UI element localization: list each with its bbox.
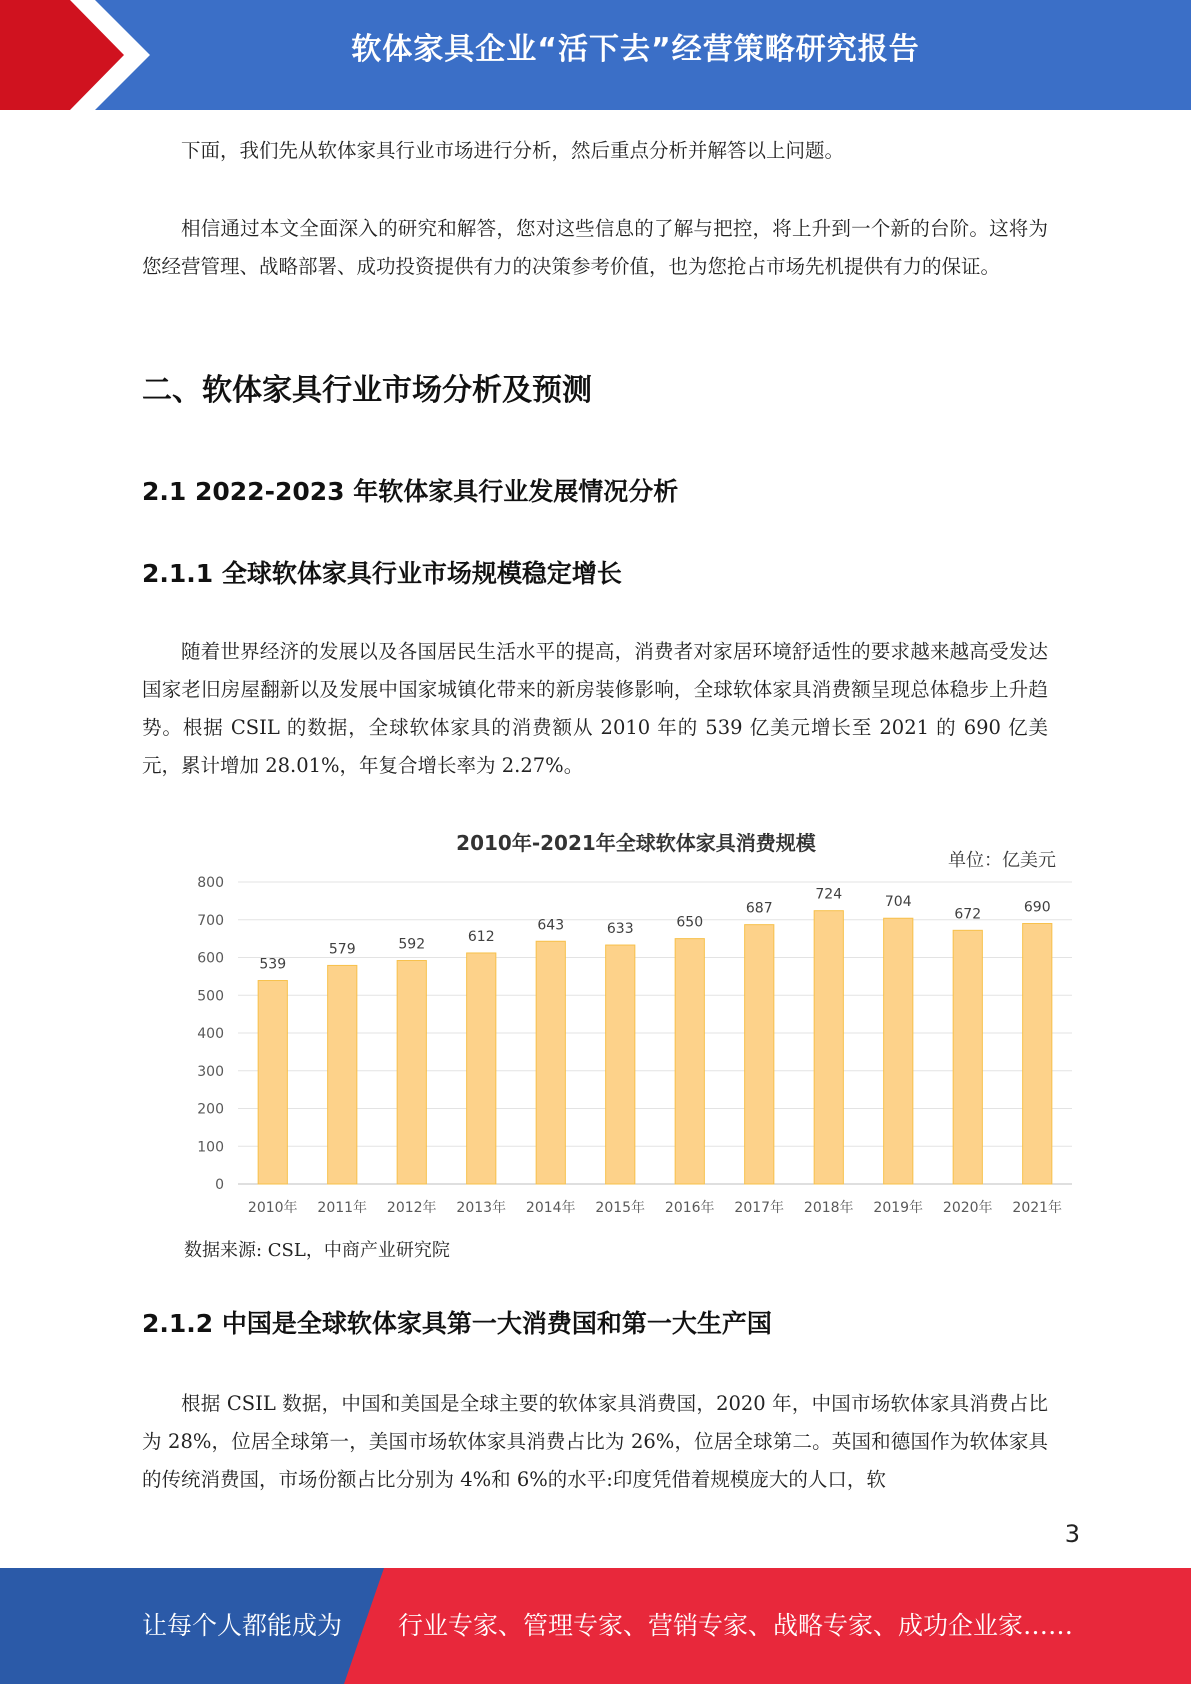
data-label: 690 — [1023, 899, 1051, 916]
chart-title: 2010年-2021年全球软体家具消费规模 — [456, 831, 816, 855]
paragraph-value: 相信通过本文全面深入的研究和解答，您对这些信息的了解与把控，将上升到一个新的台阶。这将为您经营管理、战略部署、成功投资提供有力的决策参考价值，也为您抢占市场先机提供有力的保证。 — [142, 217, 1048, 278]
chart-unit-label: 单位：亿美元 — [948, 850, 1056, 871]
data-label: 650 — [676, 914, 704, 931]
paragraph-global-market: 随着世界经济的发展以及各国居民生活水平的提高，消费者对家居环境舒适性的要求越来越高受发达国家老旧房屋翻新以及发展中国家城镇化带来的新房装修影响，全球软体家具消费额呈现总体稳步上升趋势。根据 CSIL 的数据，全球软体家具的消费额从 2010 年的 539 亿美元增长至 2021 的 690 亿美元，累计增加 28.01%，年复合增长率为 2.27%。 — [142, 640, 1048, 777]
paragraph-china-market: 根据 CSIL 数据，中国和美国是全球主要的软体家具消费国，2020 年，中国市场软体家具消费占比为 28%，位居全球第一，美国市场软体家具消费占比为 26%，位居全球第二。英国和德国作为软体家具的传统消费国，市场份额占比分别为 4%和 6%的水平:印度凭借着规模庞大的人口，软 — [142, 1392, 1048, 1491]
y-tick-label: 0 — [215, 1177, 224, 1193]
bar-2015年 — [606, 945, 635, 1184]
bar-2012年 — [397, 961, 426, 1184]
chart-data-labels — [259, 887, 1050, 973]
x-tick-label: 2020年 — [942, 1200, 993, 1216]
subsubsection-heading-china: 2.1.2 中国是全球软体家具第一大消费国和第一大生产国 — [142, 1309, 772, 1338]
subsection-heading: 2.1 2022-2023 年软体家具行业发展情况分析 — [142, 477, 679, 506]
chart-svg — [174, 820, 1074, 1220]
y-tick-label: 800 — [197, 875, 224, 891]
y-tick-label: 400 — [197, 1026, 224, 1042]
y-tick-label: 500 — [197, 988, 224, 1005]
x-tick-label: 2014年 — [525, 1200, 576, 1216]
bar-2018年 — [814, 911, 843, 1184]
y-tick-label: 100 — [197, 1139, 224, 1156]
footer-slogan-left: 让每个人都能成为 — [142, 1611, 343, 1640]
data-label: 539 — [259, 956, 287, 973]
x-tick-label: 2016年 — [664, 1200, 715, 1216]
data-label: 579 — [328, 941, 356, 958]
x-tick-label: 2011年 — [317, 1200, 368, 1216]
data-label: 687 — [745, 900, 773, 917]
data-label: 643 — [537, 917, 565, 934]
chart-bars — [258, 911, 1052, 1184]
subsubsection-heading-global: 2.1.1 全球软体家具行业市场规模稳定增长 — [142, 559, 622, 588]
x-tick-label: 2013年 — [456, 1200, 507, 1216]
page-footer — [0, 1568, 1191, 1684]
report-title: 软体家具企业“活下去”经营策略研究报告 — [351, 32, 920, 67]
paragraph-intro: 下面，我们先从软体家具行业市场进行分析，然后重点分析并解答以上问题。 — [181, 139, 845, 162]
y-tick-label: 700 — [197, 912, 224, 929]
data-label: 672 — [954, 906, 982, 923]
x-tick-label: 2017年 — [734, 1200, 785, 1216]
x-tick-label: 2021年 — [1012, 1200, 1063, 1216]
page-number: 3 — [1064, 1520, 1080, 1548]
data-source-note: 数据来源: CSL，中商产业研究院 — [184, 1240, 450, 1261]
x-tick-label: 2010年 — [247, 1200, 298, 1216]
y-tick-label: 200 — [197, 1101, 224, 1118]
x-tick-label: 2018年 — [803, 1200, 854, 1216]
x-tick-label: 2012年 — [386, 1200, 437, 1216]
footer-slogan-right: 行业专家、管理专家、营销专家、战略专家、成功企业家…… — [398, 1611, 1074, 1640]
bar-2011年 — [328, 965, 357, 1184]
bar-2014年 — [536, 941, 565, 1184]
data-label: 592 — [398, 936, 426, 953]
consumption-bar-chart — [174, 820, 1074, 1220]
data-label: 633 — [606, 921, 634, 938]
x-tick-label: 2015年 — [595, 1200, 646, 1216]
bar-2016年 — [675, 939, 704, 1184]
bar-2017年 — [745, 925, 774, 1184]
chart-grid — [238, 882, 1072, 1184]
y-tick-label: 300 — [197, 1063, 224, 1080]
data-label: 704 — [884, 894, 912, 911]
x-tick-label: 2019年 — [873, 1200, 924, 1216]
section-heading: 二、软体家具行业市场分析及预测 — [142, 373, 592, 408]
chart-x-axis — [248, 1199, 1062, 1216]
chart-y-axis — [197, 875, 224, 1193]
bar-2019年 — [884, 918, 913, 1184]
data-label: 724 — [815, 886, 843, 903]
data-label: 612 — [467, 928, 495, 945]
bar-2010年 — [258, 981, 287, 1184]
y-tick-label: 600 — [197, 950, 224, 967]
bar-2020年 — [953, 930, 982, 1184]
page-header — [0, 0, 1191, 110]
bar-2013年 — [467, 953, 496, 1184]
bar-2021年 — [1023, 924, 1052, 1184]
